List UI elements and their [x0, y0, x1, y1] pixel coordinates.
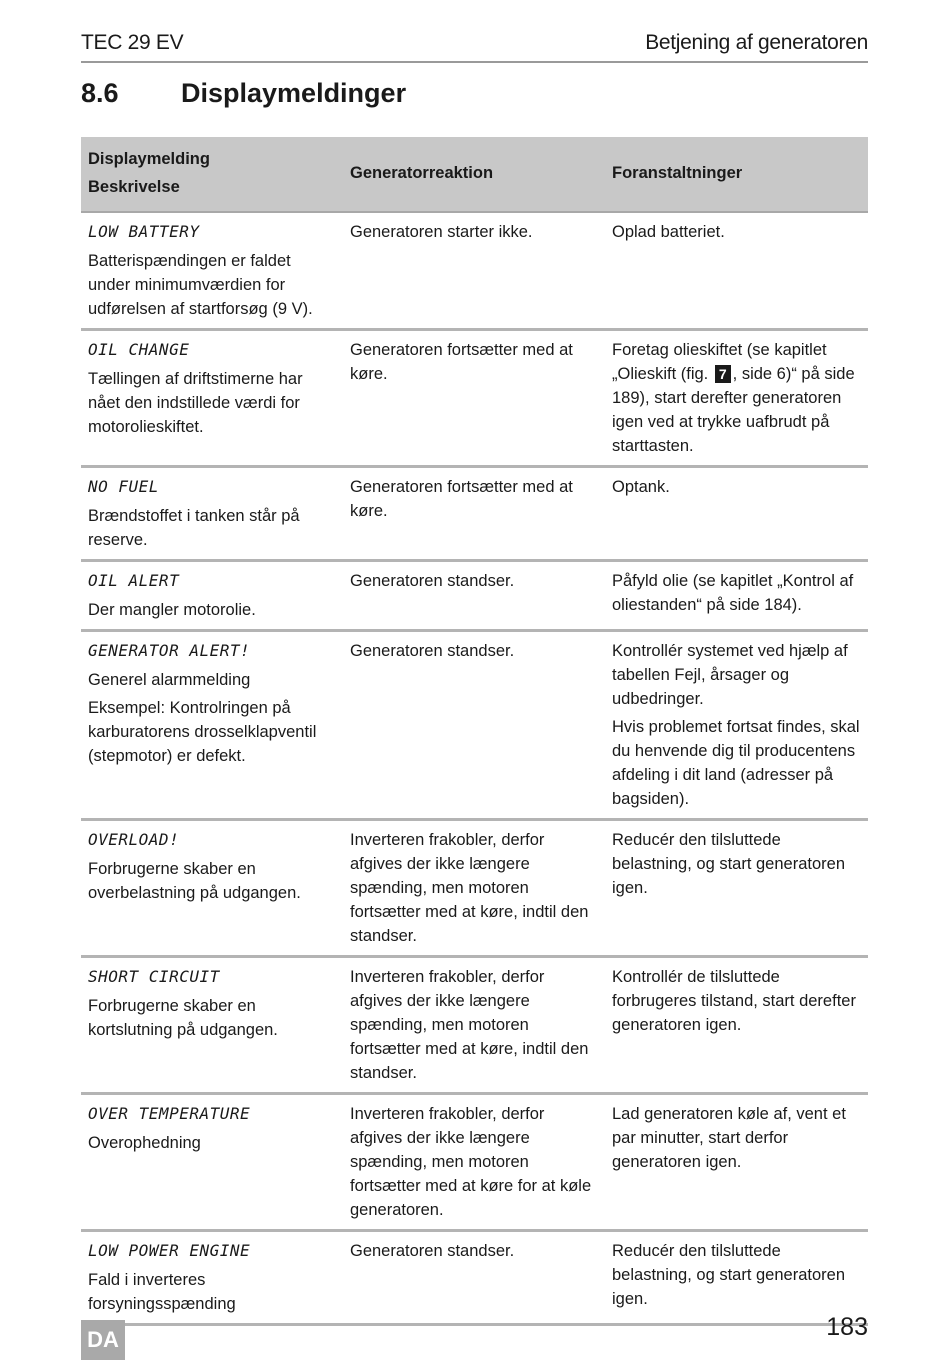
action-text: Kontrollér de tilsluttede forbrugeres tilstand, start derefter generatoren igen. [612, 968, 856, 1034]
table-row [81, 561, 868, 631]
action-cell [605, 330, 868, 467]
message-cell [81, 631, 343, 820]
table-row [81, 1231, 868, 1325]
section-number: 8.6 [81, 78, 119, 108]
header-display-message-label: Displaymelding [88, 150, 210, 168]
table-row [81, 820, 868, 957]
message-example: Eksempel: Kontrolringen på karburatorens drosselklapventil (stepmotor) er defekt. [88, 699, 317, 765]
header-display-message [81, 137, 343, 212]
message-cell [81, 561, 343, 631]
reaction-cell: Generatoren fortsætter med at køre. [343, 467, 605, 561]
action-cell [605, 212, 868, 330]
message-description: Batterispændingen er faldet under minimumværdien for udførelsen af startforsøg (9 V). [88, 252, 313, 318]
action-cell [605, 561, 868, 631]
reaction-cell: Inverteren frakobler, derfor afgives der ikke længere spænding, men motoren fortsætter med at køre, indtil den standser. [343, 957, 605, 1094]
action-text: Lad generatoren køle af, vent et par minutter, start derfor generatoren igen. [612, 1105, 846, 1171]
table-row [81, 467, 868, 561]
action-text: Reducér den tilsluttede belastning, og start generatoren igen. [612, 831, 845, 897]
message-cell [81, 820, 343, 957]
reaction-cell: Generatoren standser. [343, 561, 605, 631]
action-cell [605, 820, 868, 957]
message-cell [81, 1094, 343, 1231]
reaction-cell: Generatoren fortsætter med at køre. [343, 330, 605, 467]
message-cell [81, 957, 343, 1094]
message-cell [81, 330, 343, 467]
reaction-cell: Generatoren starter ikke. [343, 212, 605, 330]
table-row [81, 212, 868, 330]
message-cell [81, 212, 343, 330]
display-code: OIL ALERT [88, 571, 180, 590]
reaction-cell: Inverteren frakobler, derfor afgives der ikke længere spænding, men motoren fortsætter med at køre for at køle generatoren. [343, 1094, 605, 1231]
page-number: 183 [826, 1313, 868, 1341]
action-text: Reducér den tilsluttede belastning, og start generatoren igen. [612, 1242, 845, 1308]
header-generator-reaction: Generatorreaktion [343, 137, 605, 212]
reaction-cell: Generatoren standser. [343, 1231, 605, 1325]
action-cell [605, 631, 868, 820]
display-code: LOW POWER ENGINE [88, 1241, 251, 1260]
action-text: Optank. [612, 478, 670, 496]
figure-reference-badge: 7 [715, 365, 731, 383]
reaction-cell: Generatoren standser. [343, 631, 605, 820]
display-code: OVERLOAD! [88, 830, 180, 849]
message-description: Generel alarmmelding [88, 671, 251, 689]
display-code: OVER TEMPERATURE [88, 1104, 251, 1123]
display-code: NO FUEL [88, 477, 159, 496]
display-code: OIL CHANGE [88, 340, 190, 359]
action-cell [605, 957, 868, 1094]
display-code: SHORT CIRCUIT [88, 967, 220, 986]
action-text: Påfyld olie (se kapitlet „Kontrol af oliestanden“ på side 184). [612, 572, 854, 614]
action-text-end: , side 6)“ på side 189), start derefter generatoren igen ved at trykke uafbrudt på starttasten. [612, 365, 855, 455]
action-text-followup: Hvis problemet fortsat findes, skal du henvende dig til producentens afdeling i dit land (adresser på bagsiden). [612, 718, 860, 808]
table-row [81, 957, 868, 1094]
action-cell [605, 467, 868, 561]
section-title: Displaymeldinger [181, 78, 407, 108]
language-badge: DA [81, 1320, 125, 1360]
header-chapter: Betjening af generatoren [645, 31, 868, 54]
message-description: Tællingen af driftstimerne har nået den indstillede værdi for motorolieskiftet. [88, 370, 303, 436]
message-description: Fald i inverteres forsyningsspænding [88, 1271, 236, 1313]
action-cell [605, 1094, 868, 1231]
display-code: GENERATOR ALERT! [88, 641, 251, 660]
header-product: TEC 29 EV [81, 31, 184, 54]
display-messages-table [81, 137, 868, 1326]
table-header-row [81, 137, 868, 212]
message-cell [81, 467, 343, 561]
action-cell [605, 1231, 868, 1325]
display-code: LOW BATTERY [88, 222, 200, 241]
table-row [81, 1094, 868, 1231]
message-description: Forbrugerne skaber en kortslutning på udgangen. [88, 997, 278, 1039]
reaction-cell: Inverteren frakobler, derfor afgives der ikke længere spænding, men motoren fortsætter med at køre, indtil den standser. [343, 820, 605, 957]
message-description: Der mangler motorolie. [88, 601, 256, 619]
table-row [81, 330, 868, 467]
header-description-label: Beskrivelse [88, 178, 180, 196]
action-text-start: Foretag olieskiftet (se kapitlet „Olieskift (fig. [612, 341, 827, 383]
action-text: Kontrollér systemet ved hjælp af tabellen Fejl, årsager og udbedringer. [612, 642, 848, 708]
message-description: Brændstoffet i tanken står på reserve. [88, 507, 300, 549]
header-measures: Foranstaltninger [605, 137, 868, 212]
message-cell [81, 1231, 343, 1325]
section-heading [81, 78, 406, 109]
table-row [81, 631, 868, 820]
message-description: Overophedning [88, 1134, 201, 1152]
page-header [81, 28, 868, 63]
message-description: Forbrugerne skaber en overbelastning på udgangen. [88, 860, 301, 902]
action-text: Oplad batteriet. [612, 223, 725, 241]
